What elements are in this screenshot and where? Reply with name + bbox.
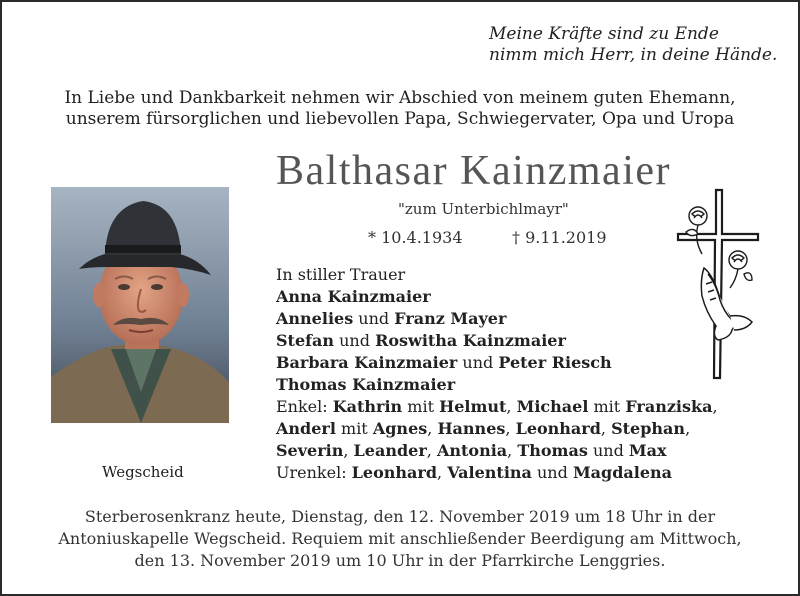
cross-with-roses-and-praying-hands-icon xyxy=(672,188,764,380)
mourner-couple-1 xyxy=(276,308,718,330)
mourners-list xyxy=(276,264,718,484)
mourner-name: Peter Riesch xyxy=(498,353,612,372)
mourner-name: Antonia xyxy=(436,441,508,460)
mourner-couple-2 xyxy=(276,330,718,352)
mourner-name: Leonhard xyxy=(515,419,601,438)
mourner-connector: , xyxy=(600,419,607,438)
mourner-name: Annelies xyxy=(276,309,354,328)
mourner-name: Max xyxy=(628,441,667,460)
mourner-wife: Anna Kainzmaier xyxy=(276,287,431,306)
mourner-connector: und xyxy=(358,309,390,328)
deceased-name: Balthasar Kainzmaier xyxy=(276,148,671,194)
mourner-connector: und xyxy=(592,441,624,460)
mourner-name: Helmut xyxy=(439,397,507,416)
mourner-name: Roswitha Kainzmaier xyxy=(375,331,566,350)
portrait-illustration xyxy=(51,187,229,423)
mourner-name: Stefan xyxy=(276,331,335,350)
mourner-connector: , xyxy=(712,397,718,416)
mourner-name: Leonhard xyxy=(351,463,438,482)
mourner-name: Magdalena xyxy=(572,463,673,482)
mourner-name: Agnes xyxy=(372,419,428,438)
mourner-connector: , xyxy=(505,419,511,438)
mourners-heading: In stiller Trauer xyxy=(276,265,406,284)
intro-line-2: unserem fürsorglichen und liebevollen Papa, Schwiegervater, Opa und Uropa xyxy=(65,109,735,129)
mourner-name: Valentina xyxy=(447,463,532,482)
mourner-name: Franz Mayer xyxy=(394,309,507,328)
funeral-info xyxy=(0,506,800,572)
mourner-connector: mit xyxy=(407,397,434,416)
mourner-single: Thomas Kainzmaier xyxy=(276,375,456,394)
grandchildren-line-3 xyxy=(276,440,718,462)
mourner-connector: , xyxy=(506,397,512,416)
motto-line-2: nimm mich Herr, in deine Hände. xyxy=(489,45,778,65)
mourner-couple-3 xyxy=(276,352,718,374)
mourner-connector: , xyxy=(507,441,513,460)
motto xyxy=(489,24,777,66)
mourner-name: Barbara Kainzmaier xyxy=(276,353,458,372)
mourner-name: Thomas xyxy=(517,441,588,460)
mourner-connector: , xyxy=(685,419,691,438)
mourner-connector: und xyxy=(462,353,494,372)
mourner-name: Kathrin xyxy=(332,397,403,416)
mourner-name: Michael xyxy=(516,397,589,416)
mourner-connector: und xyxy=(339,331,370,350)
mourner-connector: , xyxy=(343,441,349,460)
deceased-nickname: "zum Unterbichlmayr" xyxy=(398,200,569,218)
mourner-connector: , xyxy=(437,463,443,482)
intro-line-1: In Liebe und Dankbarkeit nehmen wir Abschied von meinem guten Ehemann, xyxy=(64,88,736,108)
great-grandchildren-line xyxy=(276,462,718,484)
place-label: Wegscheid xyxy=(102,463,184,481)
funeral-info-line-2: Antoniuskapelle Wegscheid. Requiem mit anschließender Beerdigung am Mittwoch, xyxy=(58,529,742,548)
funeral-info-line-3: den 13. November 2019 um 10 Uhr in der Pfarrkirche Lenggries. xyxy=(134,551,666,570)
motto-line-1: Meine Kräfte sind zu Ende xyxy=(489,24,719,44)
mourner-connector: , xyxy=(426,441,432,460)
grandchildren-line-1 xyxy=(276,396,718,418)
mourner-name: Franziska xyxy=(625,397,713,416)
mourner-name: Hannes xyxy=(437,419,506,438)
mourner-connector: und xyxy=(536,463,568,482)
death-date: † 9.11.2019 xyxy=(512,228,607,247)
birth-date: * 10.4.1934 xyxy=(368,228,463,247)
mourner-name: Leander xyxy=(353,441,427,460)
mourner-name: Stephan xyxy=(611,419,686,438)
mourner-connector: , xyxy=(427,419,433,438)
mourner-name: Severin xyxy=(276,441,344,460)
funeral-info-line-1: Sterberosenkranz heute, Dienstag, den 12. November 2019 um 18 Uhr in der xyxy=(84,507,716,526)
mourner-connector: mit xyxy=(593,397,621,416)
intro-text xyxy=(0,88,800,130)
grandchildren-line-2 xyxy=(276,418,718,440)
mourner-connector: Enkel: xyxy=(276,397,328,416)
mourner-connector: mit xyxy=(341,419,368,438)
portrait-photo xyxy=(51,187,229,423)
mourner-name: Anderl xyxy=(276,419,336,438)
mourner-connector: Urenkel: xyxy=(276,463,347,482)
